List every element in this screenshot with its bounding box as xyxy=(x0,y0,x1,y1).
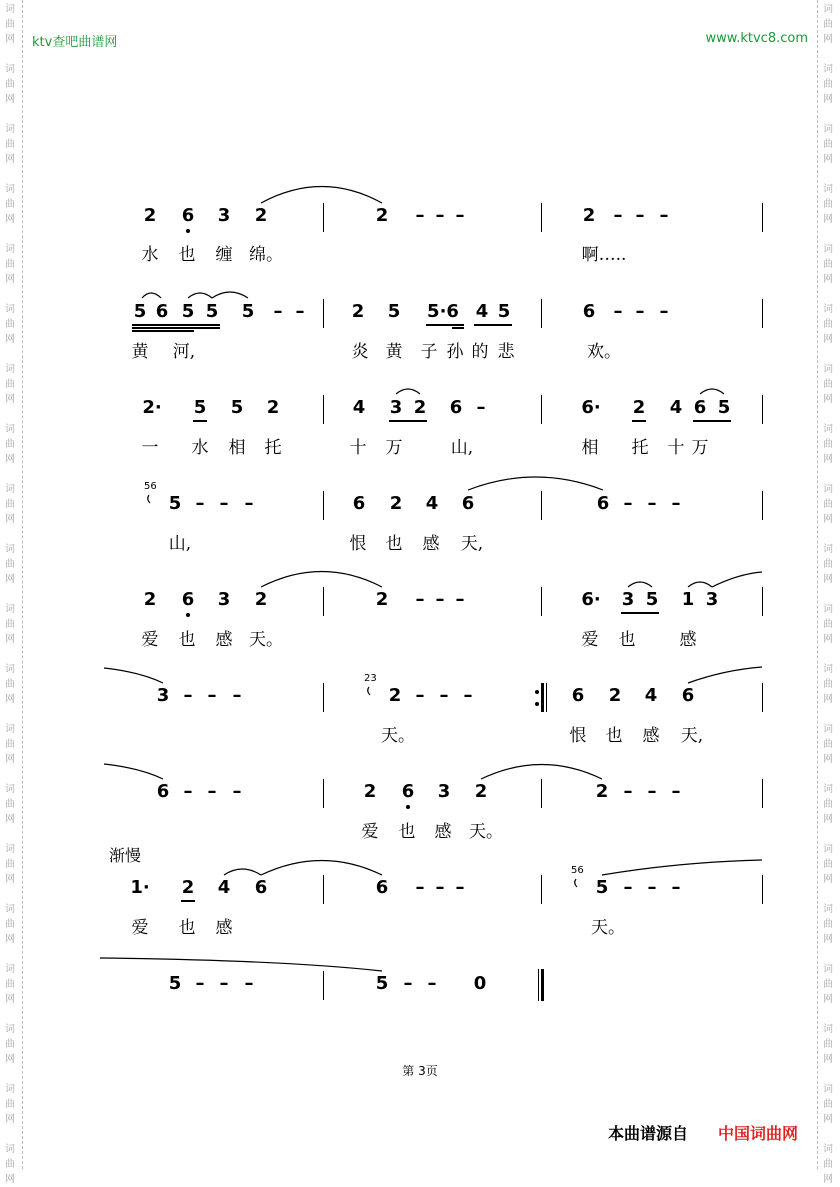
lyric: 感 xyxy=(642,726,660,746)
note: 2 xyxy=(582,205,596,226)
watermark-text: 词 曲 网 xyxy=(823,904,833,945)
watermark-text: 词 曲 网 xyxy=(5,184,15,225)
watermark-text: 词 曲 网 xyxy=(5,364,15,405)
note: 2 xyxy=(389,493,403,514)
note: 4 xyxy=(425,493,439,514)
note: 6 xyxy=(401,781,415,802)
note: 3 xyxy=(217,589,231,610)
slur xyxy=(468,477,603,490)
note: 6 xyxy=(156,781,170,802)
lyric: 十 xyxy=(349,438,367,458)
note: 2· xyxy=(142,397,162,418)
grace-stem xyxy=(148,495,150,503)
dash: – xyxy=(435,589,445,610)
slur xyxy=(104,764,163,779)
slur xyxy=(142,293,161,298)
dash: – xyxy=(647,493,657,514)
note: 5 xyxy=(645,589,659,610)
watermark-text: 词 曲 网 xyxy=(5,604,15,645)
note: 6 xyxy=(461,493,475,514)
note: 6 xyxy=(449,397,463,418)
dash: – xyxy=(435,877,445,898)
dash: – xyxy=(403,973,413,994)
lyric: 感 xyxy=(434,822,452,842)
dash: – xyxy=(244,493,254,514)
lyric: 托 xyxy=(264,438,282,458)
slur xyxy=(481,765,602,780)
dash: – xyxy=(295,301,305,322)
watermark-text: 词 曲 网 xyxy=(823,784,833,825)
note: 2 xyxy=(413,397,427,418)
dash: – xyxy=(415,589,425,610)
dash: – xyxy=(671,493,681,514)
dash: – xyxy=(273,301,283,322)
lyric: 天, xyxy=(680,726,704,746)
watermark-text: 词 曲 网 xyxy=(823,424,833,465)
slur xyxy=(628,582,652,587)
dash: – xyxy=(455,589,465,610)
watermark-text: 词 曲 网 xyxy=(823,4,833,45)
dash: – xyxy=(623,781,633,802)
lyric: 也 xyxy=(618,630,636,650)
watermark-text: 词 曲 网 xyxy=(823,964,833,1005)
watermark-text: 词 曲 网 xyxy=(5,1024,15,1065)
note: 3 xyxy=(621,589,635,610)
note: 5 xyxy=(375,973,389,994)
note: 2 xyxy=(375,205,389,226)
watermark-text: 词 曲 网 xyxy=(823,1084,833,1125)
note: 2 xyxy=(254,205,268,226)
note: 6 xyxy=(181,589,195,610)
lyric: 万 xyxy=(385,438,403,458)
dash: – xyxy=(219,973,229,994)
lyric: 孙 xyxy=(446,342,464,362)
watermark-text: 词 曲 网 xyxy=(823,664,833,705)
watermark-text: 词 曲 网 xyxy=(823,484,833,525)
lyric: 也 xyxy=(398,822,416,842)
grace-stem xyxy=(368,687,370,695)
note: 3 xyxy=(389,397,403,418)
note: 6 xyxy=(596,493,610,514)
slur xyxy=(261,187,382,204)
note: 6· xyxy=(581,589,601,610)
lyric: 感 xyxy=(679,630,697,650)
lyric: 爱 xyxy=(581,630,599,650)
watermark-text: 词 曲 网 xyxy=(823,544,833,585)
slur xyxy=(224,869,261,875)
note: 2 xyxy=(388,685,402,706)
lyric: 河, xyxy=(172,342,196,362)
tempo-marking: 渐慢 xyxy=(109,846,142,865)
note: 2 xyxy=(351,301,365,322)
dash: – xyxy=(659,301,669,322)
lyric: 万 xyxy=(691,438,709,458)
slur xyxy=(712,572,762,587)
note: 6 xyxy=(352,493,366,514)
slur xyxy=(396,389,420,394)
note: 5 xyxy=(717,397,731,418)
lyric: 感 xyxy=(215,630,233,650)
lyric: 感 xyxy=(215,918,233,938)
watermark-text: 词 曲 网 xyxy=(5,664,15,705)
lyric: 黄 xyxy=(131,342,149,362)
note: 5·6 xyxy=(427,301,459,322)
dash: – xyxy=(232,685,242,706)
watermark-text: 词 曲 网 xyxy=(5,1144,15,1185)
watermark-text: 词 曲 网 xyxy=(823,304,833,345)
note: 2 xyxy=(363,781,377,802)
dash: – xyxy=(415,877,425,898)
watermark-text: 词 曲 网 xyxy=(5,64,15,105)
watermark-text: 词 曲 网 xyxy=(5,844,15,885)
watermark-text: 词 曲 网 xyxy=(823,364,833,405)
note: 4 xyxy=(669,397,683,418)
note: 6 xyxy=(375,877,389,898)
lyric: 也 xyxy=(605,726,623,746)
slur xyxy=(104,668,163,683)
grace-stem xyxy=(575,879,577,887)
dash: – xyxy=(207,685,217,706)
watermark-text: 词 曲 网 xyxy=(823,604,833,645)
note: 2 xyxy=(375,589,389,610)
dash: – xyxy=(183,781,193,802)
dash: – xyxy=(623,877,633,898)
watermark-text: 词 曲 网 xyxy=(5,784,15,825)
dash: – xyxy=(671,877,681,898)
dash: – xyxy=(647,877,657,898)
lyric: 欢。 xyxy=(587,342,621,362)
note: 0 xyxy=(473,973,487,994)
dash: – xyxy=(195,973,205,994)
note: 5 xyxy=(168,973,182,994)
note: 2 xyxy=(254,589,268,610)
dash: – xyxy=(476,397,486,418)
dash: – xyxy=(435,205,445,226)
watermark-text: 词 曲 网 xyxy=(5,124,15,165)
dash: – xyxy=(659,205,669,226)
grace-notes: 56 xyxy=(571,865,584,876)
grace-notes: 56 xyxy=(144,481,157,492)
lyric: 天, xyxy=(460,534,484,554)
dash: – xyxy=(671,781,681,802)
note: 6· xyxy=(581,397,601,418)
dash: – xyxy=(415,685,425,706)
dash: – xyxy=(207,781,217,802)
watermark-text: 词 曲 网 xyxy=(5,544,15,585)
note: 4 xyxy=(352,397,366,418)
dash: – xyxy=(244,973,254,994)
watermark-text: 词 曲 网 xyxy=(5,4,15,45)
note: 6 xyxy=(571,685,585,706)
watermark-text: 词 曲 网 xyxy=(823,844,833,885)
dash: – xyxy=(613,205,623,226)
lyric: 十 xyxy=(667,438,685,458)
watermark-text: 词 曲 网 xyxy=(823,184,833,225)
note: 5 xyxy=(595,877,609,898)
lyric: 爱 xyxy=(361,822,379,842)
dash: – xyxy=(232,781,242,802)
note: 5 xyxy=(230,397,244,418)
note: 2 xyxy=(143,205,157,226)
note: 1 xyxy=(681,589,695,610)
note: 6 xyxy=(693,397,707,418)
lyric: 爱 xyxy=(131,918,149,938)
dash: – xyxy=(455,205,465,226)
dash: – xyxy=(439,685,449,706)
note: 2 xyxy=(632,397,646,418)
note: 5 xyxy=(133,301,147,322)
lyric: 子 xyxy=(420,342,438,362)
note: 5 xyxy=(387,301,401,322)
watermark-text: 词 曲 网 xyxy=(5,304,15,345)
slur xyxy=(688,582,712,587)
note: 1· xyxy=(130,877,150,898)
lyric: 托 xyxy=(631,438,649,458)
watermark-text: 词 曲 网 xyxy=(823,64,833,105)
lyric: 一 xyxy=(141,438,159,458)
slur xyxy=(261,861,382,876)
site-name[interactable]: ktv查吧曲谱网 xyxy=(32,35,118,50)
lyric: 相 xyxy=(228,438,246,458)
watermark-text: 词 曲 网 xyxy=(823,1144,833,1185)
note: 5 xyxy=(181,301,195,322)
dash: – xyxy=(415,205,425,226)
lyric: 绵。 xyxy=(249,245,283,265)
note: 4 xyxy=(475,301,489,322)
note: 3 xyxy=(217,205,231,226)
watermark-text: 词 曲 网 xyxy=(5,904,15,945)
dash: – xyxy=(635,301,645,322)
lyric: 缠 xyxy=(215,245,233,265)
slur xyxy=(100,958,382,971)
note: 6 xyxy=(254,877,268,898)
dash: – xyxy=(427,973,437,994)
lyric: 天。 xyxy=(381,726,415,746)
watermark-text: 词 曲 网 xyxy=(5,1084,15,1125)
note: 3 xyxy=(705,589,719,610)
dash: – xyxy=(613,301,623,322)
source-label: 本曲谱源自 xyxy=(608,1124,689,1143)
note: 6 xyxy=(181,205,195,226)
lyric: 相 xyxy=(581,438,599,458)
grace-notes: 23 xyxy=(364,673,377,684)
note: 2 xyxy=(474,781,488,802)
note: 3 xyxy=(156,685,170,706)
lyric: 山, xyxy=(168,534,192,554)
source-brand-link[interactable]: 中国词曲网 xyxy=(718,1124,799,1143)
lyric: 的 xyxy=(471,342,489,362)
lyric: 也 xyxy=(178,245,196,265)
lyric: 山, xyxy=(450,438,474,458)
dash: – xyxy=(183,685,193,706)
slur xyxy=(212,292,248,298)
watermark-text: 词 曲 网 xyxy=(5,484,15,525)
page-number: 第 3页 xyxy=(402,1064,438,1078)
lyric: 恨 xyxy=(349,534,367,554)
lyric: 天。 xyxy=(249,630,283,650)
note: 5 xyxy=(193,397,207,418)
dash: – xyxy=(463,685,473,706)
dash: – xyxy=(455,877,465,898)
watermark-text: 词 曲 网 xyxy=(5,244,15,285)
note: 2 xyxy=(181,877,195,898)
lyric: 也 xyxy=(385,534,403,554)
lyric: 天。 xyxy=(469,822,503,842)
lyric: 水 xyxy=(191,438,209,458)
lyric: 爱 xyxy=(141,630,159,650)
dash: – xyxy=(647,781,657,802)
note: 2 xyxy=(608,685,622,706)
lyric: 黄 xyxy=(385,342,403,362)
watermark-text: 词 曲 网 xyxy=(823,244,833,285)
slur xyxy=(688,667,762,683)
lyric: 炎 xyxy=(351,342,369,362)
watermark-text: 词 曲 网 xyxy=(5,964,15,1005)
note: 4 xyxy=(217,877,231,898)
note: 2 xyxy=(143,589,157,610)
lyric: 啊….. xyxy=(581,245,627,265)
watermark-text: 词 曲 网 xyxy=(823,724,833,765)
slur xyxy=(188,293,212,298)
lyric: 悲 xyxy=(497,342,515,362)
lyric: 也 xyxy=(178,630,196,650)
slur xyxy=(602,860,762,875)
watermark-text: 词 曲 网 xyxy=(5,724,15,765)
lyric: 水 xyxy=(141,245,159,265)
note: 4 xyxy=(644,685,658,706)
note: 5 xyxy=(168,493,182,514)
lyric: 也 xyxy=(178,918,196,938)
dash: – xyxy=(195,493,205,514)
lyric: 天。 xyxy=(591,918,625,938)
note: 5 xyxy=(241,301,255,322)
site-url[interactable]: www.ktvc8.com xyxy=(705,31,808,46)
note: 6 xyxy=(582,301,596,322)
slur xyxy=(700,389,724,394)
note: 3 xyxy=(437,781,451,802)
lyric: 感 xyxy=(422,534,440,554)
watermark-text: 词 曲 网 xyxy=(5,424,15,465)
note: 5 xyxy=(497,301,511,322)
dash: – xyxy=(623,493,633,514)
note: 5 xyxy=(205,301,219,322)
slur xyxy=(261,572,382,588)
watermark-text: 词 曲 网 xyxy=(823,1024,833,1065)
note: 6 xyxy=(155,301,169,322)
lyric: 恨 xyxy=(569,726,587,746)
watermark-text: 词 曲 网 xyxy=(823,124,833,165)
note: 6 xyxy=(681,685,695,706)
dash: – xyxy=(635,205,645,226)
dash: – xyxy=(219,493,229,514)
note: 2 xyxy=(595,781,609,802)
note: 2 xyxy=(266,397,280,418)
